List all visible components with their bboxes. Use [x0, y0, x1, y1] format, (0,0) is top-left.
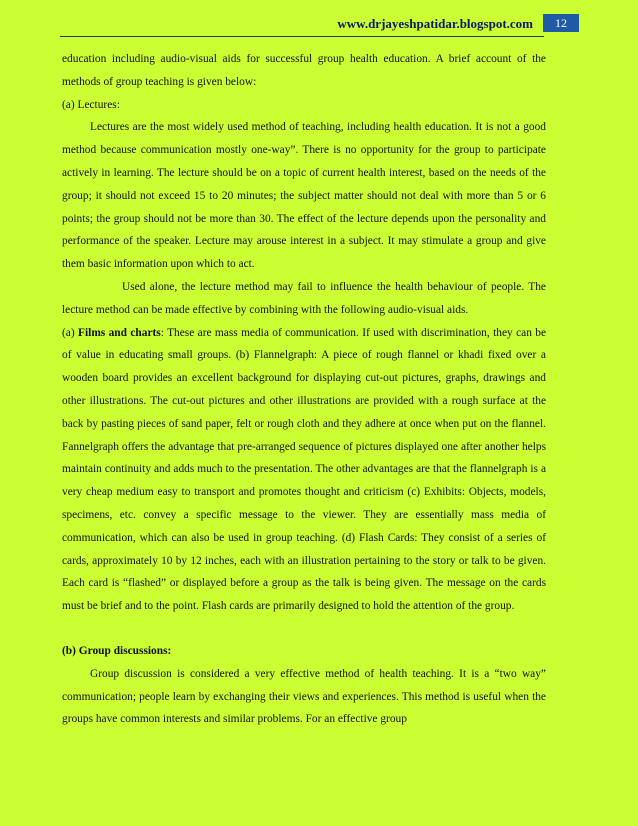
page-number-badge: 12 — [543, 14, 579, 32]
group-discussions-paragraph: Group discussion is considered a very effective method of health teaching. It is a “two way” communication; people learn by exchanging their views and experiences. This method is useful when the groups have common interests and similar problems. For an effective group — [62, 667, 546, 726]
header-divider — [60, 36, 544, 37]
paragraph-spacer — [62, 618, 546, 640]
site-url: www.drjayeshpatidar.blogspot.com — [337, 16, 533, 31]
lecture-alone-paragraph: Used alone, the lecture method may fail to influence the health behaviour of people. The lecture method can be made effective by combining with the following audio-visual aids. — [62, 280, 546, 316]
page-header — [0, 14, 638, 36]
intro-paragraph: education including audio-visual aids for successful group health education. A brief account of the methods of group teaching is given below: — [62, 53, 546, 88]
document-body — [62, 48, 546, 731]
films-charts-heading: Films and charts — [78, 326, 161, 339]
films-prefix: (a) — [62, 326, 79, 339]
films-charts-text: : These are mass media of communication. If used with discrimination, they can be of value in educating small groups. (b) Flannelgraph: A piece of rough flannel or khadi fixed over a wooden board provides an excellent background for displaying cut-out pictures, graphs, drawings and other illustrations. The cut-out pictures and other illustrations are provided with a rough surface at the back by pasting pieces of sand paper, felt or rough cloth and they adhere at once when put on the flannel. Fannelgraph offers the advantage that pre-arranged sequence of pictures displayed one after another helps maintain continuity and adds much to the presentation. The other advantages are that the flannelgraph is a very cheap medium easy to transport and promotes thought and criticism (c) Exhibits: Objects, models, specimens, etc. convey a specific message to the viewer. They are essentially mass media of communication, which can also be used in group teaching. (d) Flash Cards: They consist of a series of cards, approximately 10 by 12 inches, each with an illustration pertaining to the story or talk to be given. Each card is “flashed” or displayed before a group as the talk is being given. The message on the cards must be brief and to the point. Flash cards are primarily designed to hold the attention of the group. — [62, 326, 547, 613]
lectures-paragraph: Lectures are the most widely used method of teaching, including health education. It is not a good method because communication mostly one-way”. There is no opportunity for the group to participate actively in learning. The lecture should be on a topic of current health interest, based on the needs of the group; it should not exceed 15 to 20 minutes; the subject matter should not deal with more than 5 or 6 points; the group should not be more than 30. The effect of the lecture depends upon the personality and performance of the speaker. Lecture may arouse interest in a subject. It may stimulate a group and give them basic information upon which to act. — [62, 121, 546, 271]
lectures-heading: (a) Lectures: — [62, 98, 120, 111]
films-charts-paragraph — [62, 322, 546, 618]
group-discussions-heading: (b) Group discussions: — [62, 644, 172, 657]
